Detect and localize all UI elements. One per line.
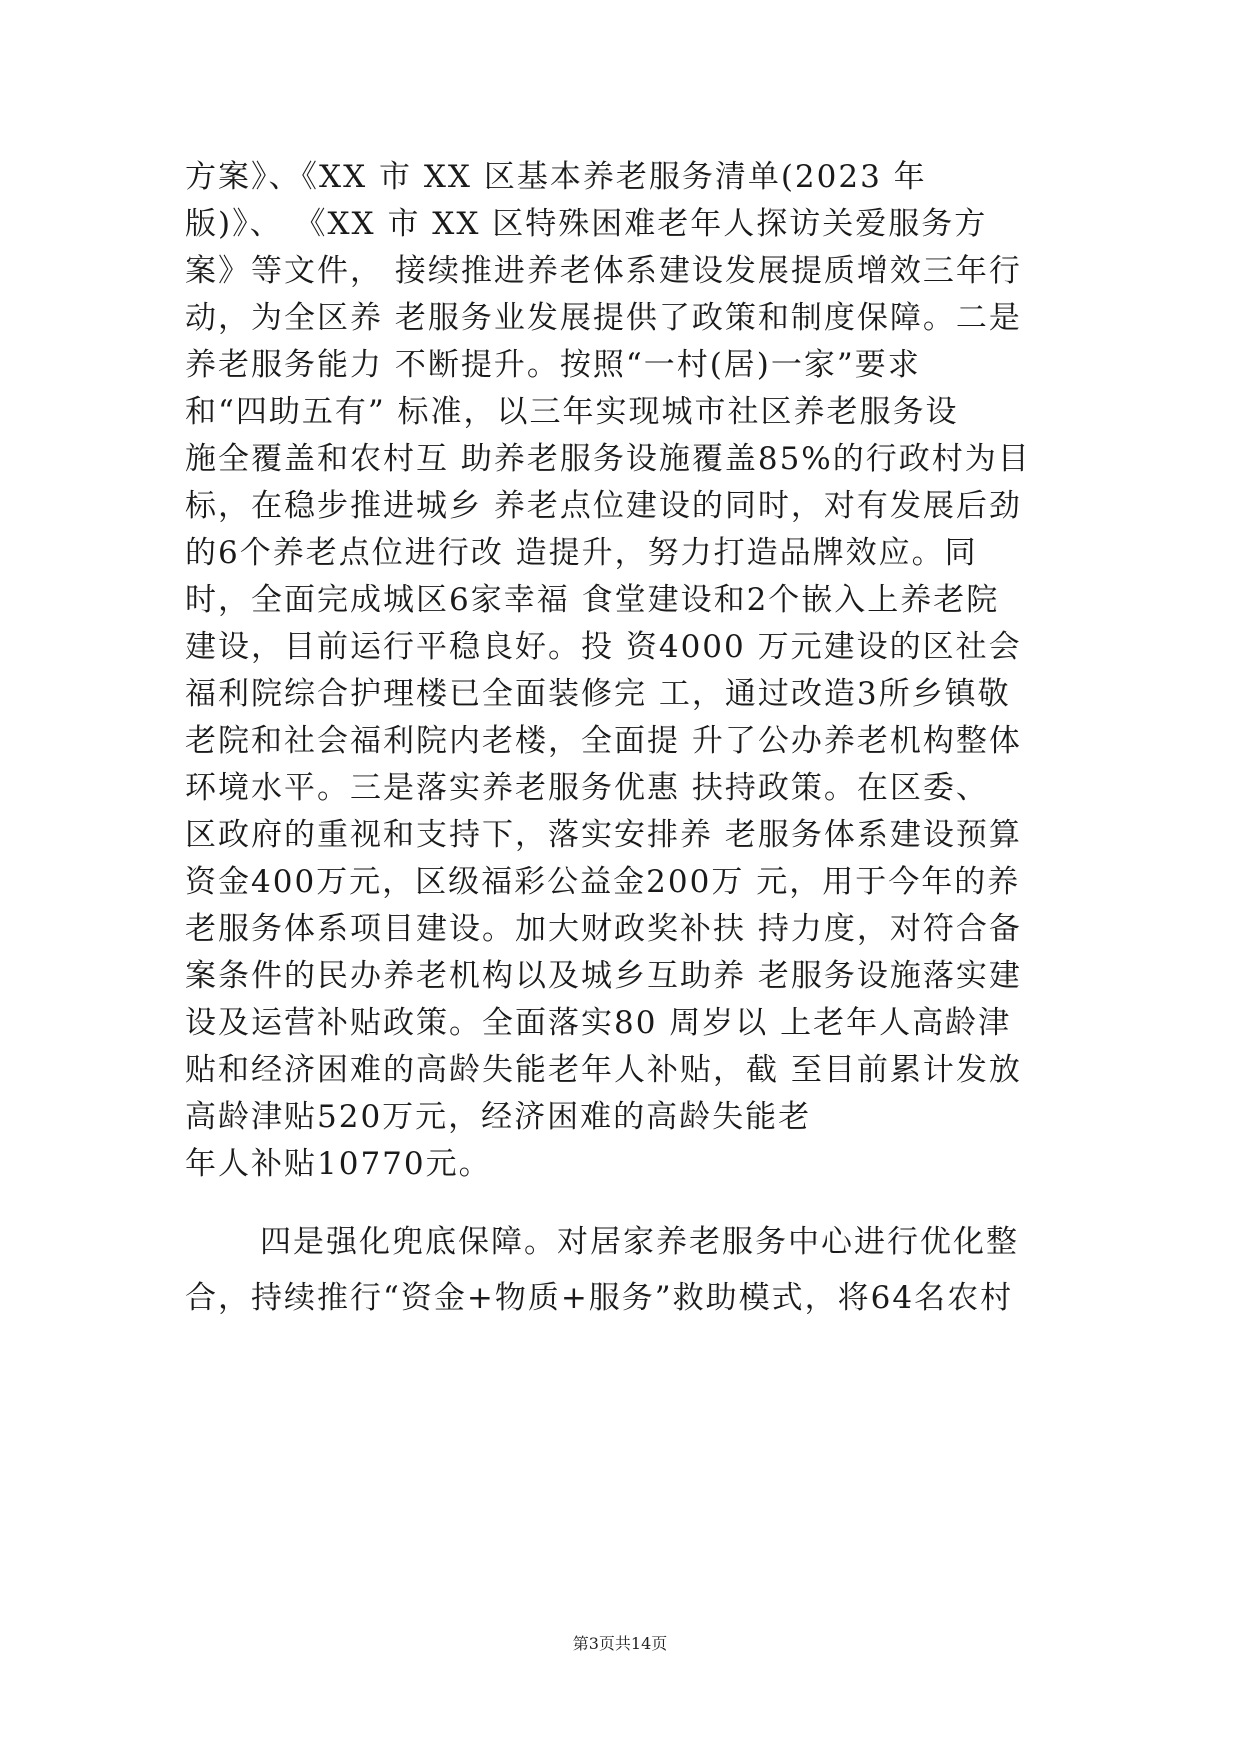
text-line: 标，在稳步推进城乡 养老点位建设的同时，对有发展后劲 <box>185 488 1022 524</box>
text-line: 动，为全区养 老服务业发展提供了政策和制度保障。二是 <box>185 300 1022 336</box>
text-line: 贴和经济困难的高龄失能老年人补贴，截 至目前累计发放 <box>185 1052 1022 1088</box>
paragraph-first-line: 四是强化兜底保障。对居家养老服务中心进行优化整 <box>260 1224 1019 1260</box>
text-line: 的6个养老点位进行改 造提升，努力打造品牌效应。同 <box>185 535 978 571</box>
text-line: 版)》、 《XX 市 XX 区特殊困难老年人探访关爱服务方 <box>185 206 988 242</box>
text-line: 时，全面完成城区6家幸福 食堂建设和2个嵌入上养老院 <box>185 582 1000 618</box>
text-line: 环境水平。三是落实养老服务优惠 扶持政策。在区委、 <box>185 770 989 806</box>
text-line: 和“四助五有” 标准，以三年实现城市社区养老服务设 <box>185 394 959 430</box>
text-line: 养老服务能力 不断提升。按照“一村(居)一家”要求 <box>185 347 921 383</box>
text-line: 福利院综合护理楼已全面装修完 工，通过改造3所乡镇敬 <box>185 676 1011 712</box>
text-line: 合，持续推行“资金+物质+服务”救助模式，将64名农村 <box>185 1280 1014 1316</box>
text-line: 老服务体系项目建设。加大财政奖补扶 持力度，对符合备 <box>185 911 1022 947</box>
text-line: 资金400万元，区级福彩公益金200万 元，用于今年的养 <box>185 864 1021 900</box>
text-line: 年人补贴10770元。 <box>185 1146 492 1182</box>
text-line: 建设，目前运行平稳良好。投 资4000 万元建设的区社会 <box>185 629 1022 665</box>
text-line: 老院和社会福利院内老楼，全面提 升了公办养老机构整体 <box>185 723 1022 759</box>
text-line: 案》等文件， 接续推进养老体系建设发展提质增效三年行 <box>185 253 1022 289</box>
text-line: 案条件的民办养老机构以及城乡互助养 老服务设施落实建 <box>185 958 1022 994</box>
text-line: 方案》、《XX 市 XX 区基本养老服务清单(2023 年 <box>185 159 927 195</box>
text-line: 设及运营补贴政策。全面落实80 周岁以 上老年人高龄津 <box>185 1005 1012 1041</box>
text-line: 施全覆盖和农村互 助养老服务设施覆盖85%的行政村为目 <box>185 441 1031 477</box>
text-line: 区政府的重视和支持下，落实安排养 老服务体系建设预算 <box>185 817 1022 853</box>
page-number: 第3页共14页 <box>572 1634 668 1653</box>
text-line: 高龄津贴520万元，经济困难的高龄失能老 <box>185 1099 812 1135</box>
